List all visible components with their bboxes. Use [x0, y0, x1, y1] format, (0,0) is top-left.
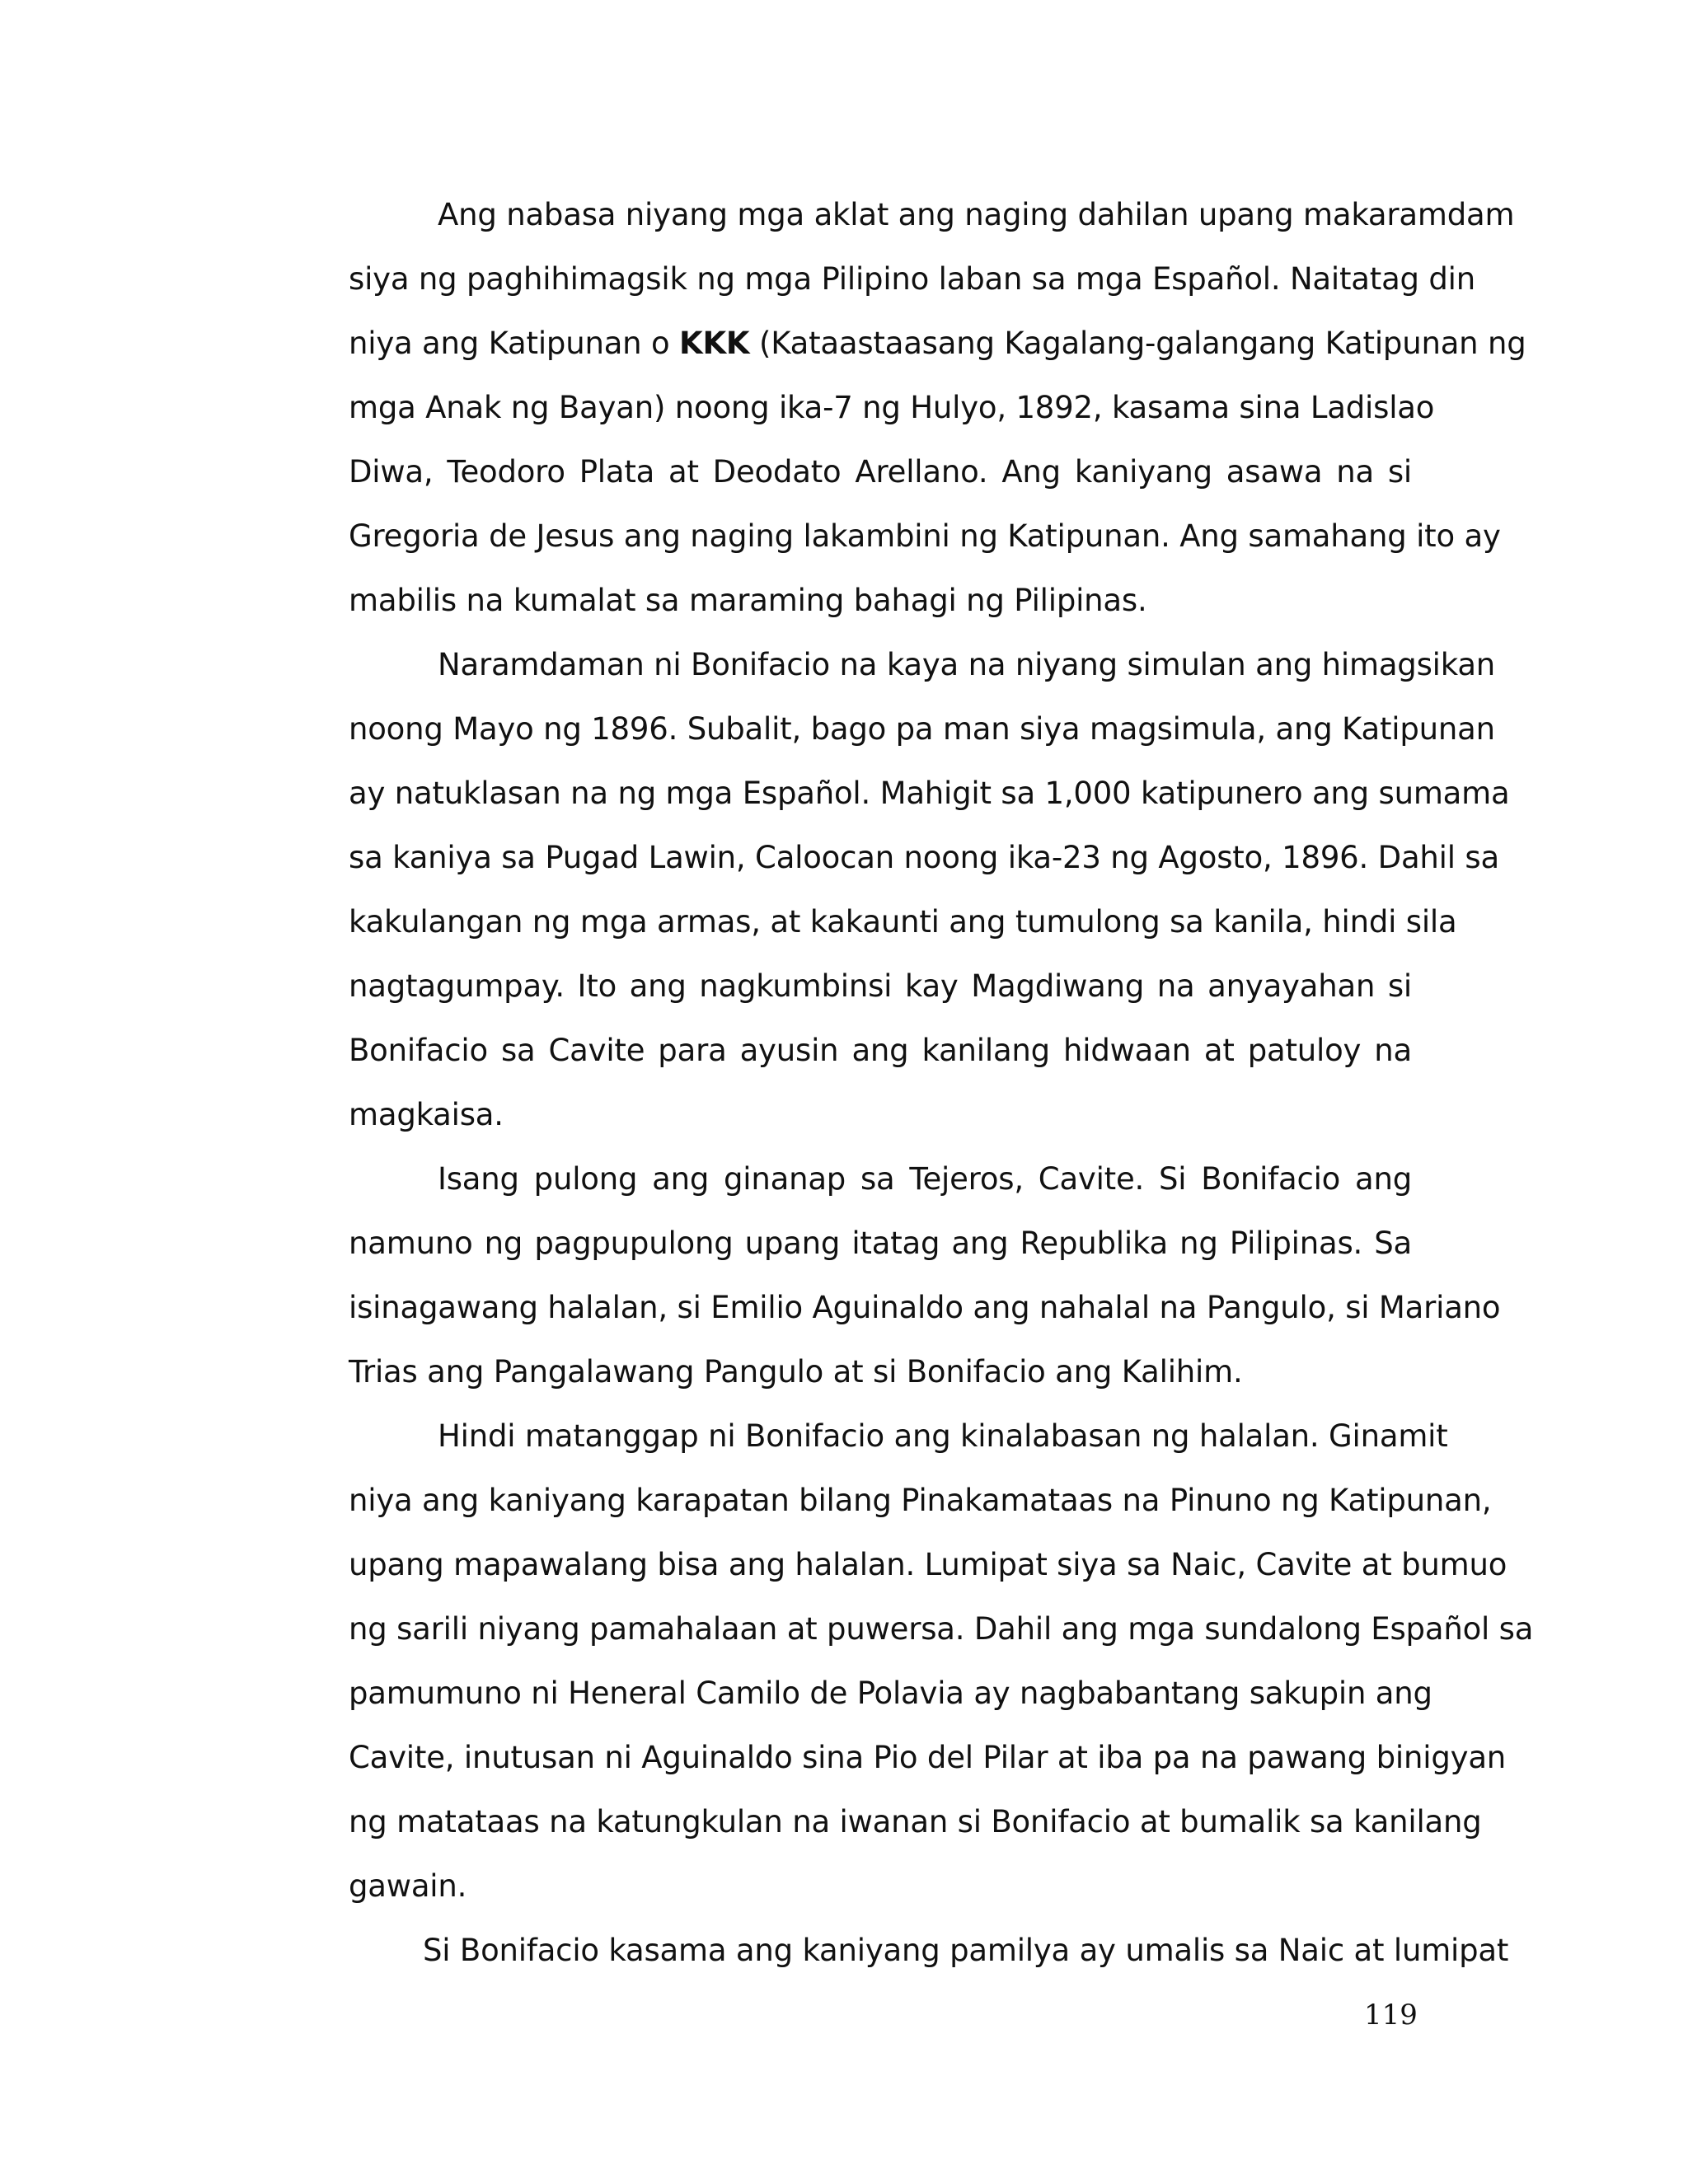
text-line: Ang nabasa niyang mga aklat ang naging dahilan upang makaramdam [438, 197, 1515, 232]
text-line: Cavite, inutusan ni Aguinaldo sina Pio del Pilar at iba pa na pawang binigyan [349, 1740, 1507, 1775]
text-segment: (Kataastaasang Kagalang-galangang Katipunan ng [749, 326, 1526, 361]
text-line: Bonifacio sa Cavite para ayusin ang kanilang hidwaan at patuloy na [349, 1033, 1412, 1068]
text-line: ng sarili niyang pamahalaan at puwersa. Dahil ang mga sundalong Español sa [349, 1611, 1534, 1647]
text-line: Naramdaman ni Bonifacio na kaya na niyang simulan ang himagsikan [438, 647, 1496, 682]
text-line [349, 312, 1526, 376]
body-text [349, 183, 1534, 1983]
text-line: niya ang kaniyang karapatan bilang Pinakamataas na Pinuno ng Katipunan, [349, 1483, 1492, 1518]
text-line: magkaisa. [349, 1097, 504, 1132]
text-line: Diwa, Teodoro Plata at Deodato Arellano. Ang kaniyang asawa na si [349, 454, 1412, 490]
text-line: namuno ng pagpupulong upang itatag ang Republika ng Pilipinas. Sa [349, 1226, 1412, 1261]
text-line: gawain. [349, 1868, 467, 1904]
text-line: mga Anak ng Bayan) noong ika-7 ng Hulyo, 1892, kasama sina Ladislao [349, 390, 1435, 425]
text-line: ay natuklasan na ng mga Español. Mahigit sa 1,000 katipunero ang sumama [349, 776, 1510, 811]
text-line: kakulangan ng mga armas, at kakaunti ang tumulong sa kanila, hindi sila [349, 904, 1457, 940]
text-line: siya ng paghihimagsik ng mga Pilipino laban sa mga Español. Naitatag din [349, 261, 1476, 297]
bold-abbreviation: KKK [678, 326, 750, 361]
text-line: Hindi matanggap ni Bonifacio ang kinalabasan ng halalan. Ginamit [438, 1418, 1448, 1454]
text-line: isinagawang halalan, si Emilio Aguinaldo ang nahalal na Pangulo, si Mariano [349, 1290, 1501, 1325]
text-line: nagtagumpay. Ito ang nagkumbinsi kay Magdiwang na anyayahan si [349, 968, 1412, 1004]
text-line: Gregoria de Jesus ang naging lakambini ng Katipunan. Ang samahang ito ay [349, 518, 1501, 554]
text-line: Si Bonifacio kasama ang kaniyang pamilya ay umalis sa Naic at lumipat [423, 1933, 1509, 1968]
text-segment: niya ang Katipunan o [349, 326, 679, 361]
text-line: sa kaniya sa Pugad Lawin, Caloocan noong ika-23 ng Agosto, 1896. Dahil sa [349, 840, 1499, 875]
text-line: mabilis na kumalat sa maraming bahagi ng Pilipinas. [349, 583, 1147, 618]
text-line: upang mapawalang bisa ang halalan. Lumipat siya sa Naic, Cavite at bumuo [349, 1547, 1507, 1582]
text-line: Trias ang Pangalawang Pangulo at si Bonifacio ang Kalihim. [349, 1354, 1243, 1390]
text-line: Isang pulong ang ginanap sa Tejeros, Cavite. Si Bonifacio ang [438, 1161, 1412, 1197]
text-line: pamumuno ni Heneral Camilo de Polavia ay nagbabantang sakupin ang [349, 1675, 1432, 1711]
page-number: 119 [1364, 1999, 1418, 2032]
text-line: noong Mayo ng 1896. Subalit, bago pa man siya magsimula, ang Katipunan [349, 711, 1495, 747]
text-line: ng matataas na katungkulan na iwanan si Bonifacio at bumalik sa kanilang [349, 1804, 1482, 1840]
